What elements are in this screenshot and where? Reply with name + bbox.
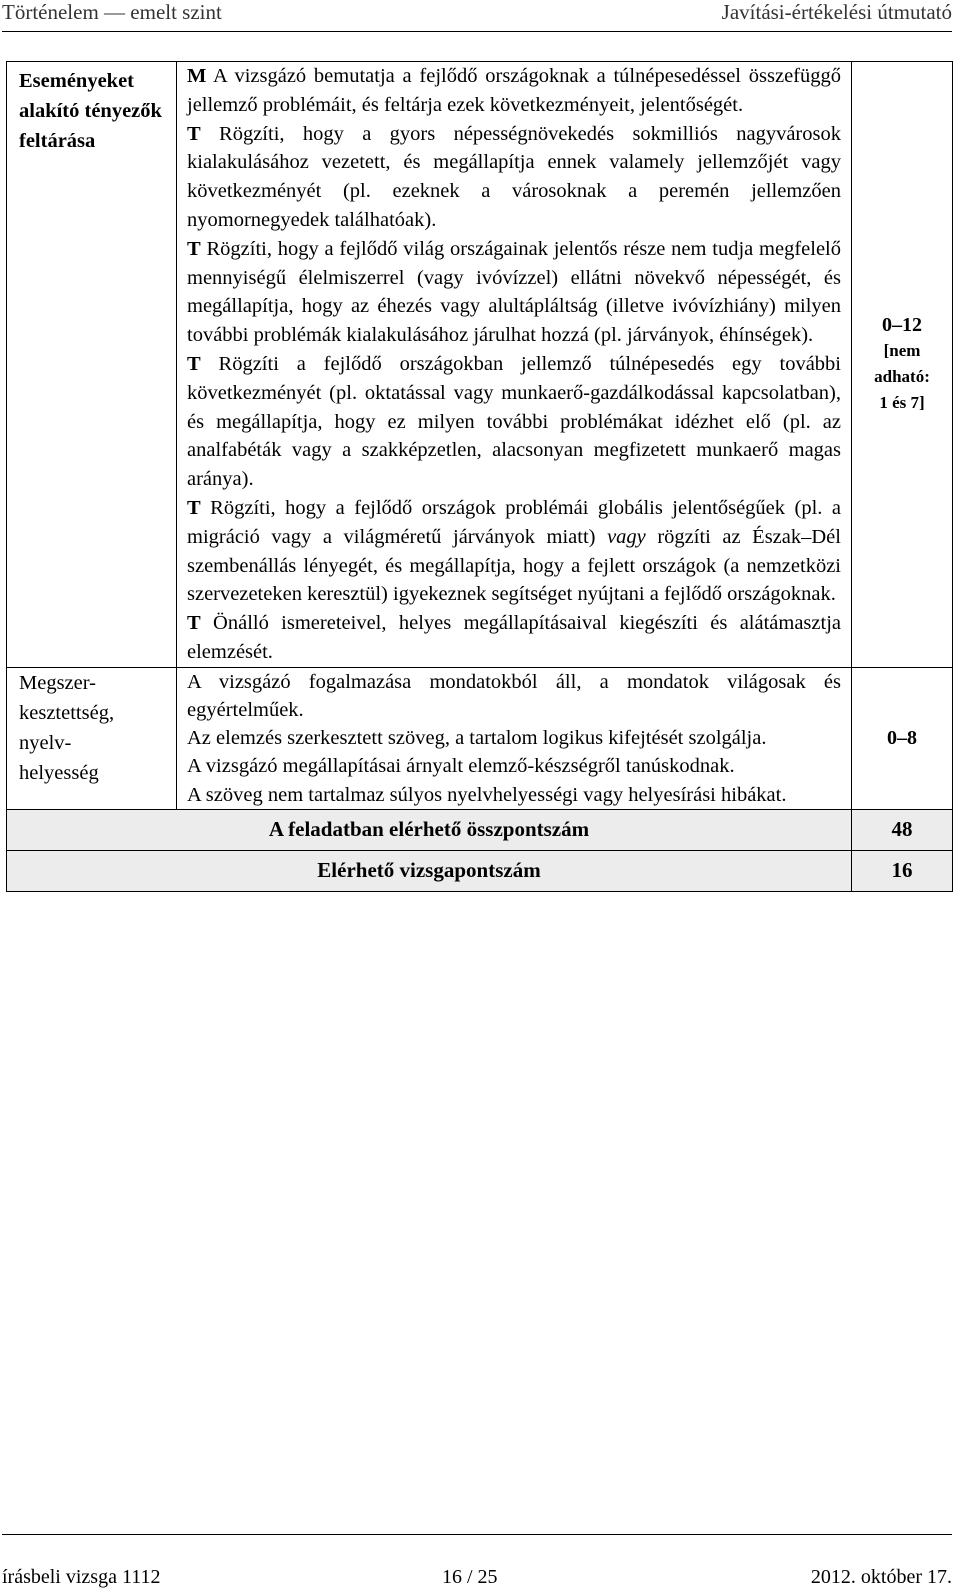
footer-exam-code: írásbeli vizsga 1112 — [2, 1566, 161, 1588]
criterion-t4: T Rögzíti, hogy a fejlődő országok problémái globális jelentőségűek (pl. a migráció vagy a világméretű járványok miatt) vagy rögzíti az Észak–Dél szembenállás lényegét, és megállapítja, hogy a fejlett országok (a nemzetközi szervezeteken keresztül) igyekeznek segítséget nyújtani a fejlődő országoknak. — [187, 496, 841, 606]
criterion-t3: T Rögzíti a fejlődő országokban jellemző túlnépesedés egy további következményét (pl. oktatással vagy munkaerő-gazdálkodással kapcsolatban), és megállapítja, hogy ez milyen további problémákat idézhet elő (pl. az analfabéták vagy a szakképzetlen, alacsonyan megfizetett munkaerő magas aránya). — [187, 352, 841, 491]
category-factors: Eseményeket alakító tényezők feltárása — [7, 62, 177, 668]
score-composition: 0–8 — [852, 667, 953, 809]
criterion-t2: T Rögzíti, hogy a fejlődő világ országainak jelentős része nem tudja megfelelő mennyiségű élelmiszerrel (vagy ivóvízzel) ellátni növekvő népességét, és megállapítja, hogy az éhezés vagy alultápláltság (illetve ivóvízhiány) milyen további problémák kialakulásához járulhat hozzá (pl. járványok, éhínségek). — [187, 237, 841, 347]
total-exam-label: Elérhető vizsgapontszám — [7, 850, 852, 891]
page-footer — [0, 1534, 960, 1594]
footer-page-number: 16 / 25 — [442, 1566, 498, 1588]
category-composition: Megszer- kesztettség, nyelv- helyesség — [7, 667, 177, 809]
header-divider — [2, 31, 952, 32]
criterion-spelling: A szöveg nem tartalmaz súlyos nyelvhelyességi vagy helyesírási hibákat. — [187, 783, 787, 806]
footer-date: 2012. október 17. — [810, 1566, 952, 1588]
footer-divider — [2, 1534, 952, 1535]
criterion-t1: T Rögzíti, hogy a gyors népességnövekedés sokmilliós nagyvárosok kialakulásához vezetett, és megállapítja ennek valamely jellemzőjét vagy következményét (pl. ezeknek a városoknak a peremén jellemzően nyomornegyedek találhatóak). — [187, 122, 841, 231]
criteria-composition — [177, 667, 852, 809]
total-exam-value: 16 — [852, 850, 953, 891]
total-task-value: 48 — [852, 809, 953, 850]
criterion-analysis: A vizsgázó megállapításai árnyalt elemző-készségről tanúskodnak. — [187, 755, 735, 778]
score-range: 0–12 — [882, 314, 922, 337]
header-subject: Történelem — emelt szint — [2, 0, 222, 24]
total-exam-row — [7, 850, 953, 891]
score-note-line1: [nem — [883, 341, 921, 361]
total-task-row — [7, 809, 953, 850]
header-doc-type: Javítási-értékelési útmutató — [721, 0, 952, 24]
criterion-t5: T Önálló ismereteivel, helyes megállapításaival kiegészíti és alátámasztja elemzését. — [187, 612, 841, 663]
section-row-factors — [7, 62, 953, 668]
criterion-sentences: A vizsgázó fogalmazása mondatokból áll, a mondatok világosak és egyértelműek. — [187, 670, 841, 721]
total-task-label: A feladatban elérhető összpontszám — [7, 809, 852, 850]
grading-table — [6, 61, 953, 892]
criterion-m: M A vizsgázó bemutatja a fejlődő országoknak a túlnépesedéssel összefüggő jellemző problémáit, és feltárja ezek következményeit, jelentőségét. — [187, 65, 841, 116]
section-row-composition — [7, 667, 953, 809]
page-header — [0, 0, 960, 30]
criterion-structure: Az elemzés szerkesztett szöveg, a tartalom logikus kifejtését szolgálja. — [187, 727, 767, 750]
score-note-line3: 1 és 7] — [879, 393, 925, 413]
score-note-line2: adható: — [874, 367, 930, 387]
criteria-factors — [177, 62, 852, 668]
score-factors — [852, 62, 953, 668]
